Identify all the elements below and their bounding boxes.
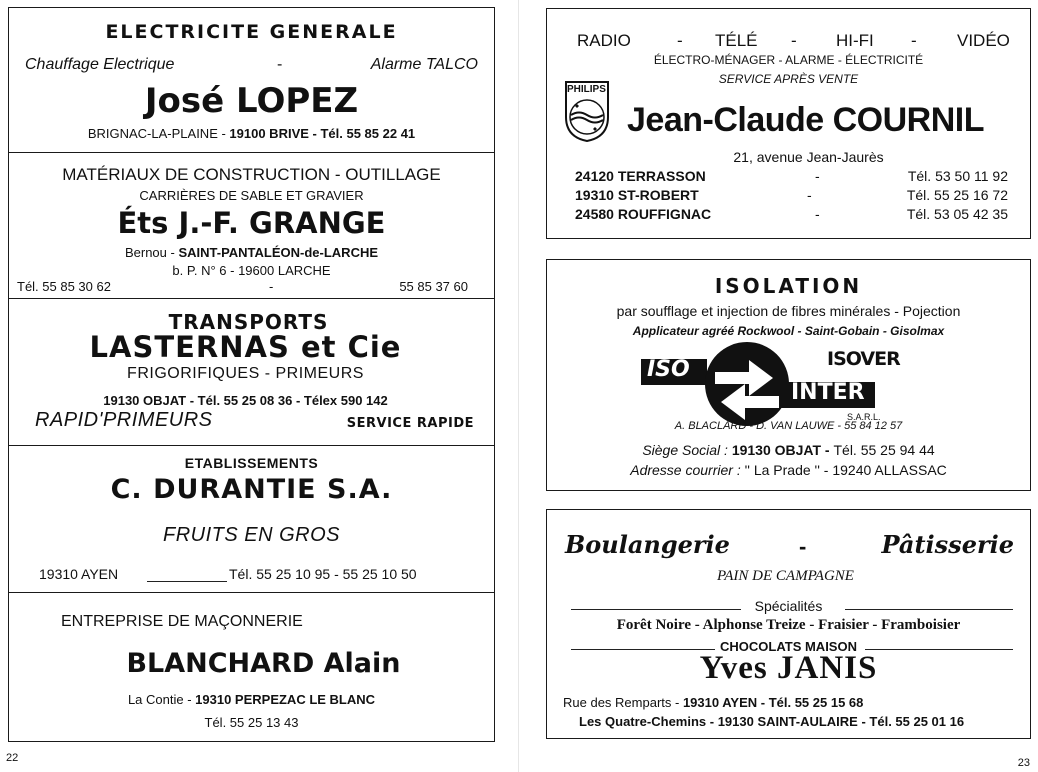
ad-lopez-address: [9, 126, 494, 141]
ad-janis-addr1-a: Rue des Remparts -: [563, 695, 683, 710]
ad-cournil-sub1: ÉLECTRO-MÉNAGER - ALARME - ÉLECTRICITÉ: [653, 53, 924, 67]
ad-isolation-courrier-b: '' La Prade '' - 19240 ALLASSAC: [744, 462, 947, 478]
iso-inter-arrows-icon: [703, 340, 791, 428]
ad-grange: [8, 152, 495, 299]
ad-lopez-heading: ELECTRICITE GENERALE: [105, 21, 398, 43]
ad-cournil-sub2: SERVICE APRÈS VENTE: [718, 72, 859, 86]
ad-isolation-courrier: [547, 462, 1030, 478]
ad-janis-addr2-a: Les Quatre-Chemins -: [579, 714, 718, 729]
ad-durantie-fill-rule: [147, 581, 227, 582]
ad-isolation-heading: ISOLATION: [714, 274, 863, 298]
ad-cournil-row1-tel: Tél. 53 50 11 92: [907, 168, 1008, 184]
ad-blanchard-tel: Tél. 55 25 13 43: [204, 715, 299, 730]
ad-janis-chocolats: CHOCOLATS MAISON: [720, 639, 857, 654]
ad-grange-tel-dash: -: [269, 279, 274, 294]
ad-janis-title-right: Pâtisserie: [881, 530, 1014, 559]
ad-grange-name: Éts J.-F. GRANGE: [117, 206, 386, 240]
ad-isolation: [546, 259, 1031, 491]
ad-isolation-line2: Applicateur agréé Rockwool - Saint-Gobain - Gisolmax: [632, 324, 945, 338]
ad-isolation-names: A. BLACLARD - D. VAN LAUWE - 55 84 12 57: [674, 420, 903, 432]
ad-blanchard-name: BLANCHARD Alain: [126, 648, 401, 679]
ad-grange-tel-left: Tél. 55 85 30 62: [17, 279, 111, 294]
ad-durantie-tel-right: Tél. 55 25 10 95 - 55 25 10 50: [229, 566, 417, 582]
ad-isolation-siege-b: 19130 OBJAT -: [731, 442, 834, 458]
ad-isolation-courrier-a: Adresse courrier :: [630, 462, 745, 478]
ad-cournil-row2-place: 19310 ST-ROBERT: [575, 187, 699, 203]
iso-label: ISO: [647, 357, 690, 382]
right-page: [519, 0, 1038, 772]
ad-grange-heading: MATÉRIAUX DE CONSTRUCTION - OUTILLAGE: [62, 165, 441, 184]
ad-blanchard-address-a: La Contie -: [127, 692, 196, 707]
ad-lasternas-name: LASTERNAS et Cie: [89, 330, 402, 364]
ad-durantie: [8, 445, 495, 593]
ad-cournil-dash-3: -: [911, 31, 917, 50]
ad-cournil-word-hifi: HI-FI: [836, 31, 874, 50]
ad-blanchard-heading: ENTREPRISE DE MAÇONNERIE: [61, 613, 303, 630]
ad-janis-addr1: [563, 695, 863, 710]
ad-durantie-heading: ETABLISSEMENTS: [184, 455, 319, 471]
ad-grange-line1-a: Bernou -: [124, 245, 179, 260]
ad-isolation-siege-c: Tél. 55 25 94 44: [833, 442, 935, 458]
ad-cournil-row3-place: 24580 ROUFFIGNAC: [575, 206, 712, 222]
ad-janis-rule-1b: [845, 609, 1013, 610]
ad-janis-list: Forêt Noire - Alphonse Treize - Fraisier - Framboisier: [616, 617, 961, 633]
ad-lopez-sub-dash: -: [277, 56, 283, 73]
ad-janis-name: Yves JANIS: [699, 650, 878, 686]
ad-cournil: [546, 8, 1031, 239]
ad-cournil-word-tele: TÉLÉ: [715, 31, 758, 50]
ad-blanchard-address: [9, 692, 494, 707]
ad-cournil-name: Jean-Claude COURNIL: [627, 101, 984, 139]
ad-cournil-row3-dash: -: [815, 206, 820, 222]
ad-janis-addr2-b: 19130 SAINT-AULAIRE - Tél. 55 25 01 16: [717, 714, 965, 729]
ad-lasternas-heading: TRANSPORTS: [168, 310, 329, 334]
ad-janis-specialites: Spécialités: [754, 598, 823, 614]
sarl-label: S.A.R.L.: [847, 412, 881, 422]
ad-lasternas: [8, 298, 495, 446]
ad-janis-addr2: [579, 714, 964, 729]
ad-cournil-row3-tel: Tél. 53 05 42 35: [906, 206, 1008, 222]
ad-durantie-name: C. DURANTIE S.A.: [110, 474, 393, 505]
ad-janis-addr1-b: 19310 AYEN - Tél. 55 25 15 68: [682, 695, 864, 710]
ad-cournil-word-video: VIDÉO: [957, 31, 1010, 50]
ad-cournil-row1-place: 24120 TERRASSON: [575, 168, 706, 184]
ad-cournil-row2-tel: Tél. 55 25 16 72: [906, 187, 1008, 203]
ad-isolation-siege-a: Siège Social :: [642, 442, 732, 458]
philips-logo-text: PHILIPS: [567, 84, 606, 95]
ad-lopez: [8, 7, 495, 153]
ad-blanchard-address-b: 19310 PERPEZAC LE BLANC: [195, 692, 376, 707]
ad-lasternas-tag-right: SERVICE RAPIDE: [346, 416, 474, 431]
ad-lopez-name: José LOPEZ: [144, 81, 359, 121]
ad-lopez-address-a: BRIGNAC-LA-PLAINE -: [87, 126, 230, 141]
ad-janis-sub: PAIN DE CAMPAGNE: [717, 568, 854, 584]
ad-lopez-sub-right: Alarme TALCO: [370, 56, 478, 73]
ad-lopez-sub-left: Chauffage Electrique: [25, 56, 175, 73]
ad-durantie-tel-left: 19310 AYEN: [39, 566, 119, 582]
philips-logo: [563, 79, 611, 143]
ad-durantie-sub: FRUITS EN GROS: [162, 524, 340, 546]
ad-cournil-address: 21, avenue Jean-Jaurès: [733, 149, 884, 165]
ad-isolation-line1: par soufflage et injection de fibres minérales - Pojection: [616, 303, 961, 319]
ad-janis: [546, 509, 1031, 739]
isover-label: ISOVER: [827, 348, 900, 370]
ad-cournil-dash-2: -: [791, 31, 797, 50]
ad-grange-tel-right: 55 85 37 60: [399, 279, 468, 294]
ad-grange-line1-b: SAINT-PANTALÉON-de-LARCHE: [178, 245, 379, 260]
ad-lopez-address-b: 19100 BRIVE - Tél. 55 85 22 41: [229, 126, 416, 141]
ad-cournil-dash-1: -: [677, 31, 683, 50]
ad-lasternas-tag-left: RAPID'PRIMEURS: [35, 409, 213, 431]
ad-lasternas-sub: FRIGORIFIQUES - PRIMEURS: [127, 365, 364, 382]
ad-grange-line1: [9, 245, 494, 260]
inter-label: INTER: [791, 380, 865, 405]
ad-cournil-row1-dash: -: [815, 168, 820, 184]
page-number-left: 22: [6, 752, 19, 764]
ad-grange-line2: b. P. N° 6 - 19600 LARCHE: [172, 263, 331, 278]
page-number-right: 23: [1017, 757, 1030, 769]
ad-blanchard: [8, 592, 495, 742]
ad-cournil-row2-dash: -: [807, 187, 812, 203]
ad-grange-sub: CARRIÈRES DE SABLE ET GRAVIER: [139, 188, 364, 203]
ad-janis-title-dash: -: [799, 534, 807, 559]
ad-lasternas-contact: 19130 OBJAT - Tél. 55 25 08 36 - Télex 590 142: [103, 393, 388, 408]
ad-isolation-siege: [547, 442, 1030, 458]
ad-janis-title-left: Boulangerie: [565, 530, 730, 559]
ad-cournil-word-radio: RADIO: [577, 31, 631, 50]
